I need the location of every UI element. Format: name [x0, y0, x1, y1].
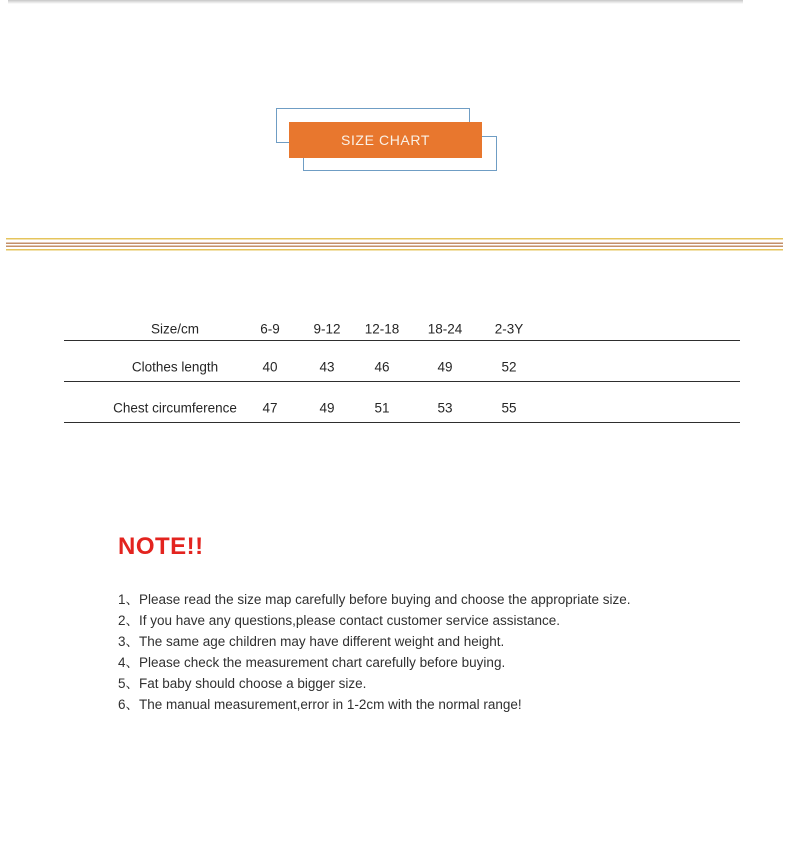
note-list — [118, 589, 678, 715]
note-item: 1、Please read the size map carefully before buying and choose the appropriate size. — [118, 592, 631, 607]
size-table-cell: 46 — [374, 359, 390, 375]
size-table-header-cell: 9-12 — [313, 321, 341, 337]
size-table-cell: 49 — [319, 400, 335, 416]
note-item: 2、If you have any questions,please contact customer service assistance. — [118, 613, 560, 628]
size-table-header-cell: Size/cm — [150, 321, 200, 337]
size-table-cell: 55 — [501, 400, 517, 416]
note-item: 4、Please check the measurement chart carefully before buying. — [118, 655, 506, 670]
note-item: 6、The manual measurement,error in 1-2cm with the normal range! — [118, 697, 522, 712]
size-table — [64, 308, 740, 423]
note-item: 5、Fat baby should choose a bigger size. — [118, 676, 367, 691]
size-table-cell: 49 — [437, 359, 453, 375]
size-table-header-cell: 2-3Y — [494, 321, 524, 337]
note-heading: NOTE!! — [118, 533, 204, 560]
size-table-cell: 43 — [319, 359, 335, 375]
size-table-cell: 40 — [262, 359, 278, 375]
size-table-cell: 53 — [437, 400, 453, 416]
table-header-row — [64, 308, 740, 341]
size-table-cell: 47 — [262, 400, 278, 416]
size-chart-banner — [0, 0, 791, 200]
decorative-divider — [6, 238, 783, 251]
table-row — [64, 341, 740, 382]
size-table-cell: 52 — [501, 359, 517, 375]
size-table-row-label: Chest circumference — [113, 400, 237, 416]
size-table-header-cell: 18-24 — [427, 321, 463, 337]
size-chart-title: SIZE CHART — [289, 122, 482, 158]
size-table-header-cell: 6-9 — [260, 321, 280, 337]
size-table-cell: 51 — [374, 400, 390, 416]
table-row — [64, 382, 740, 423]
note-item: 3、The same age children may have different weight and height. — [118, 634, 505, 649]
size-table-row-label: Clothes length — [131, 359, 219, 375]
size-table-header-cell: 12-18 — [364, 321, 400, 337]
